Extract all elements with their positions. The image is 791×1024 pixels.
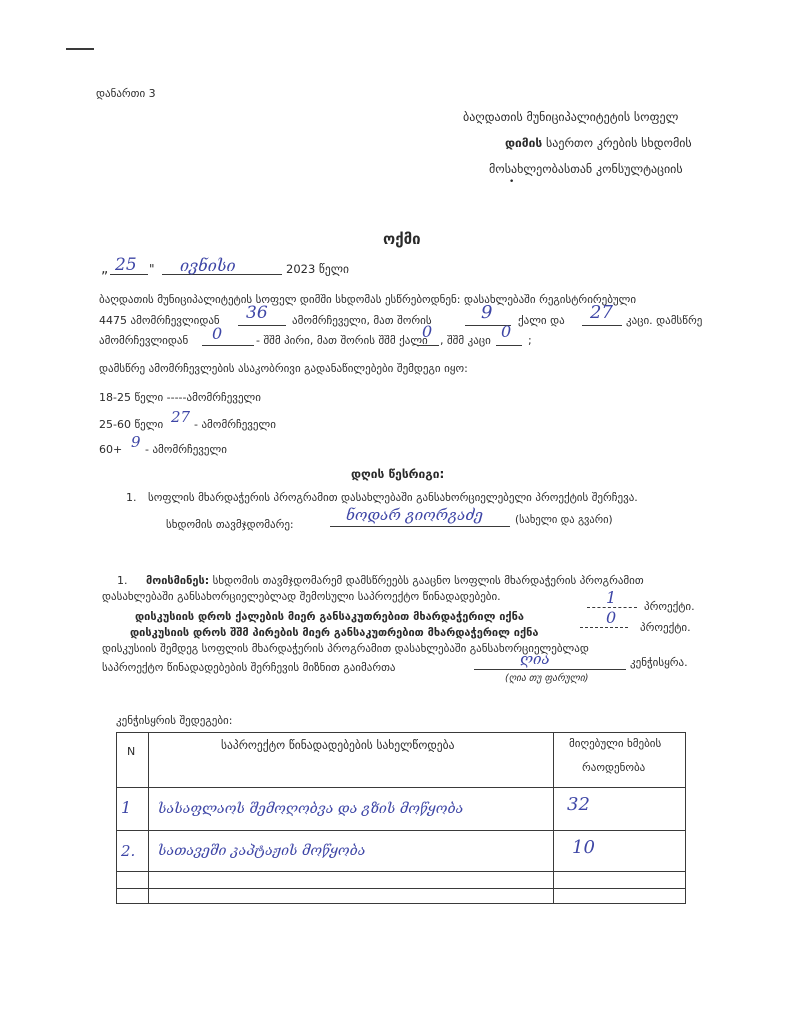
women-count: 9: [481, 302, 493, 323]
women-support-text: დისკუსიის დროს ქალების მიერ განსაკუთრებით მხარდაჭერილ იქნა: [135, 610, 524, 623]
heard-line1: [146, 575, 644, 586]
table-row-2-number: 2.: [121, 842, 136, 860]
table-row-divider-4: [116, 888, 686, 889]
pwd-men-count: 0: [501, 322, 512, 341]
table-header-n: N: [127, 745, 136, 758]
table-top-border: [116, 732, 686, 733]
table-col-divider-1: [148, 732, 149, 904]
attendance-line1: ბაღდათის მუნიციპალიტეტის სოფელ დიმში სხდომას ესწრებოდნენ: დასახლებაში რეგისტრირებული: [99, 293, 637, 306]
heard-line1-rest: სხდომის თავმჯდომარემ დამსწრეებს გააცნო სოფლის მხარდაჭერის პროგრამით: [212, 574, 644, 587]
header-village-name: დიმის: [505, 136, 543, 150]
age-group-18-25: 18-25 წელი -----ამომრჩეველი: [99, 391, 261, 404]
age-group-60-value: 9: [131, 433, 141, 451]
heard-line2: დასახლებაში განსახორციელებლად შემოსული საპროექტო წინადადებები.: [102, 590, 501, 603]
table-right-border: [685, 732, 686, 904]
date-year: 2023 წელი: [286, 262, 349, 276]
women-support-tail: პროექტი.: [644, 600, 695, 613]
table-row-1-name: სასაფლაოს შემოღობვა და გზის მოწყობა: [158, 801, 464, 817]
pwd-count: 0: [212, 324, 223, 343]
attendance-line3-d: ;: [528, 334, 532, 347]
table-row-1-votes: 32: [567, 794, 590, 815]
agenda-item-text: სოფლის მხარდაჭერის პროგრამით დასახლებაში განსახორციელებელი პროექტის შერჩევა.: [148, 491, 638, 504]
heard-label: მოისმინეს:: [146, 574, 210, 587]
attendance-line2-c: ქალი და: [518, 314, 565, 327]
date-open-quote: „: [101, 261, 109, 277]
chair-label: სხდომის თავმჯდომარე:: [166, 518, 294, 531]
chair-name: ნოდარ გიორგაძე: [346, 506, 483, 524]
top-dash-line: [66, 48, 94, 50]
table-row-divider-1: [116, 787, 686, 788]
pwd-underline: [202, 345, 254, 346]
pwd-women-count: 0: [422, 322, 433, 341]
attendance-line2-d: კაცი. დამსწრე: [626, 314, 703, 327]
attendance-line2-b: ამომრჩეველი, მათ შორის: [292, 314, 432, 327]
heard-line5: დისკუსიის შემდეგ სოფლის მხარდაჭერის პროგრამით დასახლებაში განსახორციელებლად: [102, 642, 589, 655]
total-underline: [238, 325, 286, 326]
header-address-line2-rest: საერთო კრების სხდომის: [546, 136, 692, 150]
chair-name-underline: [330, 526, 510, 527]
table-header-votes-line2: რაოდენობა: [582, 761, 646, 774]
table-row-1-number: 1: [121, 798, 132, 817]
chair-hint: (სახელი და გვარი): [515, 514, 613, 526]
age-intro: დამსწრე ამომრჩევლების ასაკობრივი გადანაწილებები შემდეგი იყო:: [99, 362, 468, 375]
pwd-support-count: 0: [606, 608, 617, 627]
header-address-line1: ბაღდათის მუნიციპალიტეტის სოფელ: [463, 110, 679, 124]
attendance-line3-c: , შშმ კაცი: [440, 334, 491, 347]
heard-number: 1.: [117, 574, 128, 587]
vote-type-hint: (ღია თუ ფარული): [505, 673, 589, 684]
table-header-votes-line1: მიღებული ხმების: [569, 737, 662, 750]
pwd-women-underline: [417, 345, 439, 346]
table-row-2-name: სათავეში კაპტაჟის მოწყობა: [158, 843, 366, 859]
pwd-support-tail: პროექტი.: [640, 621, 691, 634]
attendance-line3-a: ამომრჩევლიდან: [99, 334, 189, 347]
annex-label: დანართი 3: [96, 87, 156, 100]
vote-type-underline: [474, 669, 626, 670]
women-support-count: 1: [606, 588, 617, 607]
table-left-border: [116, 732, 117, 904]
men-underline: [582, 325, 622, 326]
table-row-2-votes: 10: [572, 837, 595, 858]
pwd-men-underline: [496, 345, 522, 346]
header-address-line2: [505, 137, 692, 149]
attendance-line3-b: - შშმ პირი, მათ შორის შშმ ქალი: [256, 334, 428, 347]
document-title: ოქმი: [383, 230, 421, 248]
date-close-quote: ": [149, 262, 155, 276]
agenda-item-number: 1.: [126, 491, 137, 504]
age-group-25-60-label: 25-60 წელი: [99, 418, 164, 431]
header-address-line3: მოსახლეობასთან კონსულტაციის: [489, 162, 683, 176]
men-count: 27: [590, 302, 613, 323]
pwd-support-text: დისკუსიის დროს შშმ პირების მიერ განსაკუთრებით მხარდაჭერილ იქნა: [130, 626, 539, 639]
results-heading: კენჭისყრის შედეგები:: [116, 714, 233, 727]
age-group-60-suffix: - ამომრჩეველი: [145, 443, 227, 456]
total-voters: 36: [246, 303, 268, 323]
table-row-divider-3: [116, 871, 686, 872]
date-month: ივნისი: [180, 256, 236, 275]
date-day: 25: [115, 255, 137, 275]
table-header-name: საპროექტო წინადადებების სახელწოდება: [221, 738, 455, 752]
agenda-heading: დღის წესრიგი:: [351, 467, 445, 481]
age-group-25-60-value: 27: [171, 408, 191, 426]
age-group-60-label: 60+: [99, 443, 123, 456]
dot-mark: •: [509, 177, 515, 187]
table-row-divider-2: [116, 830, 686, 831]
age-group-25-60-suffix: - ამომრჩეველი: [194, 418, 276, 431]
heard-line6-a: საპროექტო წინადადებების შერჩევის მიზნით გაიმართა: [102, 661, 396, 674]
table-bottom-border: [116, 903, 686, 904]
heard-line6-b: კენჭისყრა.: [630, 656, 688, 669]
pwd-support-underline: [580, 627, 628, 628]
vote-type: ღია: [520, 650, 550, 668]
table-col-divider-2: [553, 732, 554, 904]
results-table: [116, 732, 686, 904]
attendance-line2-a: 4475 ამომრჩევლიდან: [99, 314, 220, 327]
